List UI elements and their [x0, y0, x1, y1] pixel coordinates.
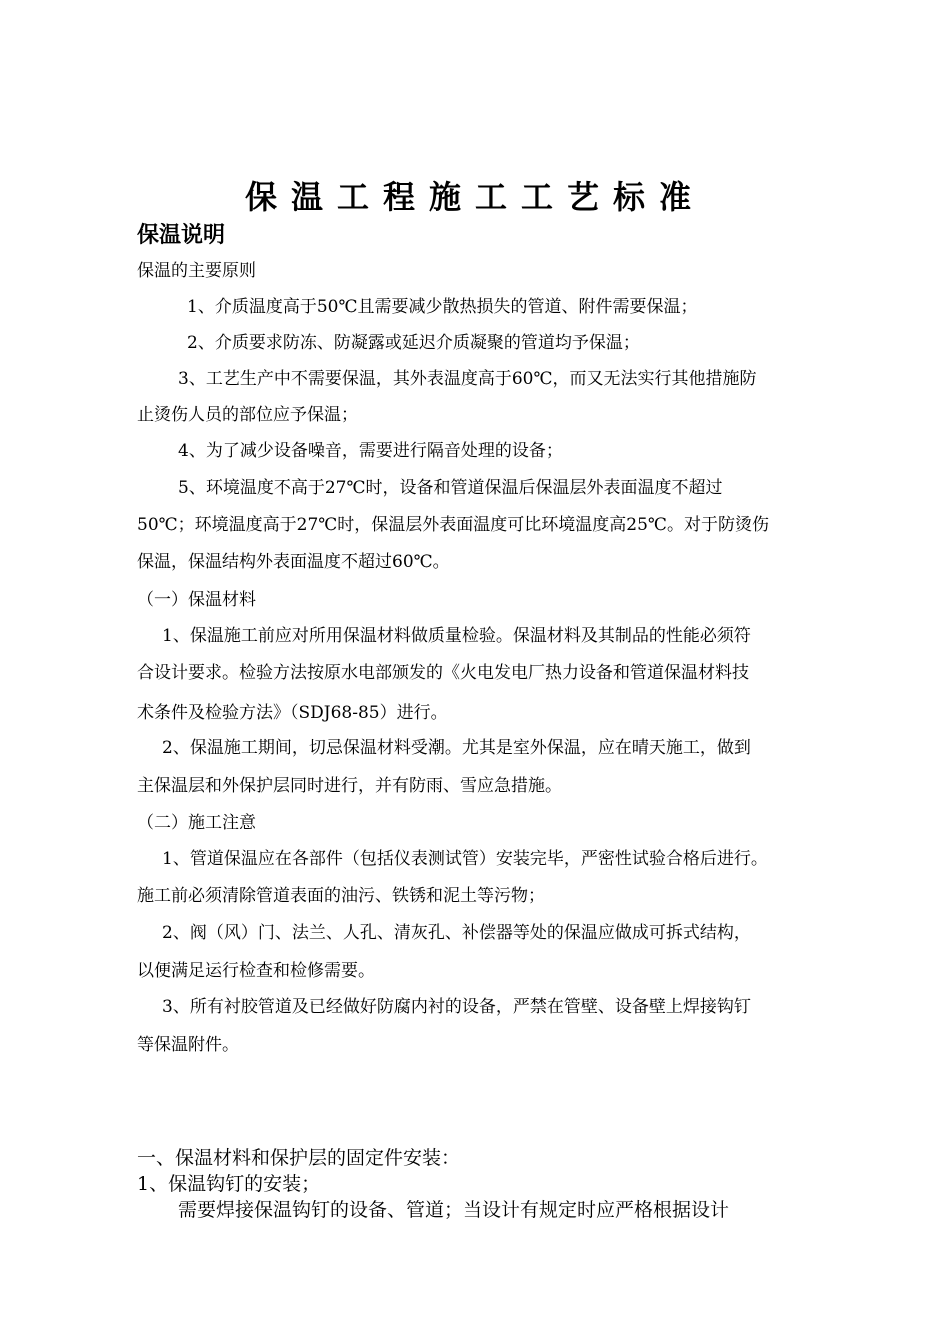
paragraph-line: 1、介质温度高于50℃且需要减少散热损失的管道、附件需要保温； [187, 297, 698, 317]
paragraph-line: 保温，保温结构外表面温度不超过60℃。 [137, 552, 450, 572]
paragraph-line: 保温的主要原则 [137, 261, 256, 281]
paragraph-line: 2、阀（风）门、法兰、人孔、清灰孔、补偿器等处的保温应做成可拆式结构， [162, 923, 751, 943]
paragraph-line: 2、保温施工期间，切忌保温材料受潮。尤其是室外保温，应在晴天施工，做到 [162, 738, 751, 758]
paragraph-line: 施工前必须清除管道表面的油污、铁锈和泥土等污物； [137, 886, 545, 906]
paragraph-line: 术条件及检验方法》（SDJ68-85）进行。 [137, 703, 448, 723]
paragraph-line: 4、为了减少设备噪音，需要进行隔音处理的设备； [178, 441, 563, 461]
paragraph-line: 2、介质要求防冻、防凝露或延迟介质凝聚的管道均予保温； [187, 333, 640, 353]
paragraph-line: 3、工艺生产中不需要保温，其外表温度高于60℃，而又无法实行其他措施防 [178, 369, 757, 389]
document-title: 保温工程施工工艺标准 [244, 178, 705, 216]
paragraph-line: 3、所有衬胶管道及已经做好防腐内衬的设备，严禁在管壁、设备壁上焊接钩钉 [162, 997, 751, 1017]
chapter-heading: 一、保温材料和保护层的固定件安装： [137, 1147, 461, 1169]
paragraph-line: 1、保温施工前应对所用保温材料做质量检验。保温材料及其制品的性能必须符 [162, 626, 751, 646]
paragraph-line: 等保温附件。 [137, 1035, 239, 1055]
paragraph-line: 合设计要求。检验方法按原水电部颁发的《火电发电厂热力设备和管道保温材料技 [137, 663, 749, 683]
paragraph-line: 50℃；环境温度高于27℃时，保温层外表面温度可比环境温度高25℃。对于防烫伤 [137, 515, 769, 535]
section-heading: 保温说明 [137, 223, 226, 248]
paragraph-line: 需要焊接保温钩钉的设备、管道；当设计有规定时应严格根据设计 [178, 1199, 730, 1221]
paragraph-line: 止烫伤人员的部位应予保温； [137, 405, 358, 425]
subsection-heading: 1、保温钩钉的安装； [137, 1173, 321, 1195]
paragraph-line: 1、管道保温应在各部件（包括仪表测试管）安装完毕，严密性试验合格后进行。 [162, 849, 768, 869]
paragraph-line: 5、环境温度不高于27℃时，设备和管道保温后保温层外表面温度不超过 [178, 478, 723, 498]
subsection-heading: （二）施工注意 [137, 813, 256, 833]
subsection-heading: （一）保温材料 [137, 590, 256, 610]
paragraph-line: 以便满足运行检查和检修需要。 [137, 961, 375, 981]
paragraph-line: 主保温层和外保护层同时进行，并有防雨、雪应急措施。 [137, 776, 562, 796]
